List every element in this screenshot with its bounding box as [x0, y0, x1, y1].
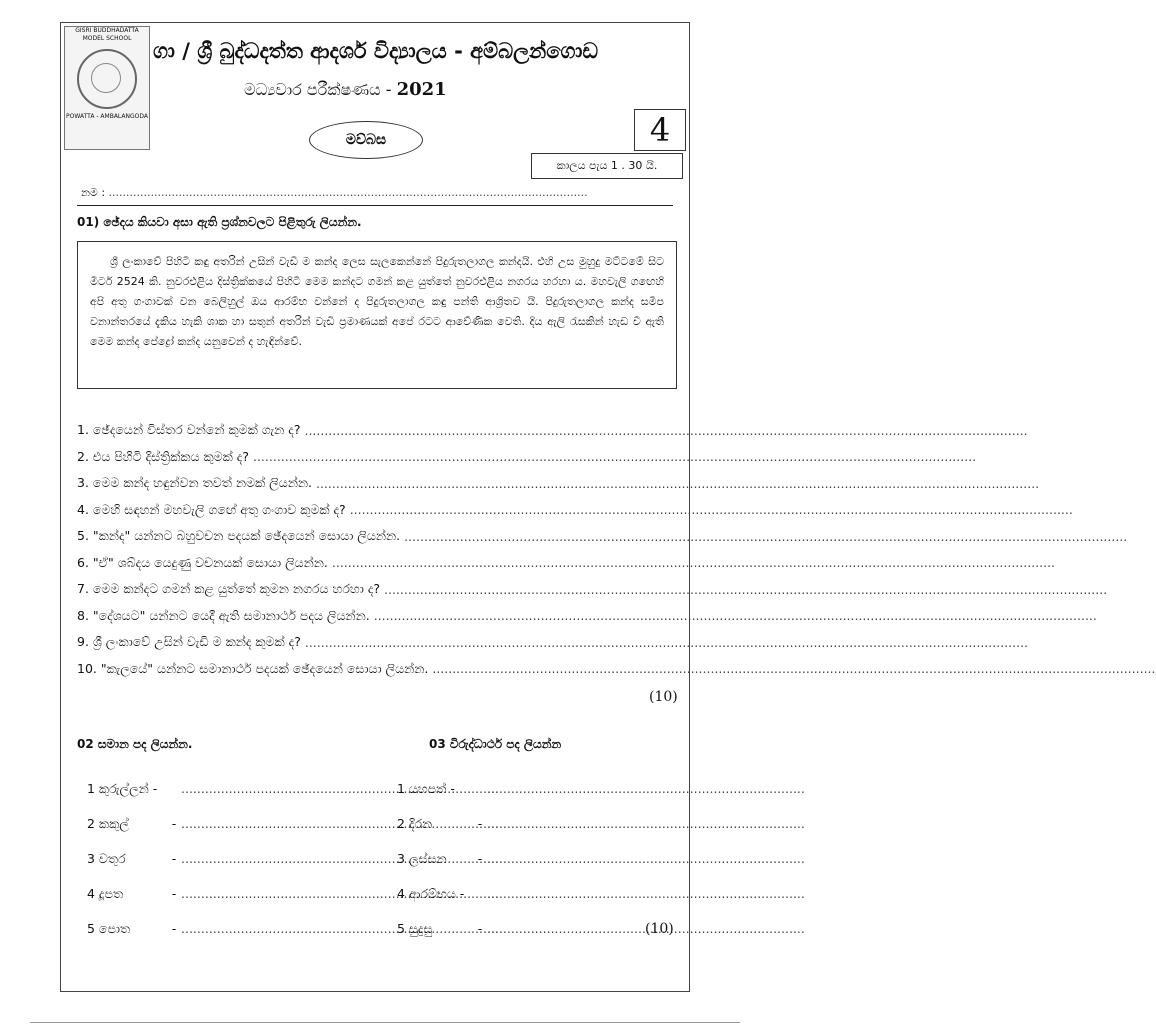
section1-title: 01) ඡේදය කියවා අසා ඇති ප්‍රශ්නවලට පිළිතුරු ලියන්න. [77, 215, 362, 229]
word-label: 1 යහපත් - [397, 780, 455, 796]
question-text: 1. ඡේදයෙන් විස්තර වන්නේ කුමක් ගැන ද? [77, 422, 301, 438]
logo-text-line-2: MODEL SCHOOL [82, 35, 132, 42]
answer-line [404, 529, 1127, 544]
answer-line [487, 886, 637, 901]
antonym-row[interactable] [397, 771, 674, 806]
question-row[interactable] [77, 470, 677, 497]
duration-box: කාලය පැය 1 . 30 යි. [531, 153, 683, 179]
school-crest-icon [77, 49, 137, 109]
word-label: 3 ලස්සන [397, 850, 447, 866]
answer-line [253, 449, 976, 464]
antonym-row[interactable] [397, 876, 674, 911]
answer-line [304, 423, 1027, 438]
answer-line [384, 582, 1107, 597]
question-text: 5. "කන්ද" යන්නට බහුවචන පදයක් ඡේදයෙන් සොයා ලියන්න. [77, 528, 401, 544]
word-label: 2 දිරන [397, 815, 433, 831]
section2-title: 02 සමාන පද ලියන්න. [77, 737, 193, 751]
word-label: 5 පොත [87, 920, 131, 936]
logo-bottom-text: POWATTA - AMBALANGODA [66, 113, 148, 120]
antonym-row[interactable]: 2 දිරන - ..... [397, 806, 674, 841]
answer-line [181, 921, 331, 936]
answer-line [432, 661, 1155, 676]
answer-line [487, 921, 637, 936]
exam-label: මධ්‍යවාර පරීක්ෂණය - [244, 80, 392, 99]
word-label: 5 සුදුසු [397, 920, 433, 936]
exam-paper [60, 22, 690, 992]
question-text: 6. "ඒ" ශබ්දය යෙදුණු වචනයක් සොයා ලියන්න. [77, 554, 328, 570]
logo-text-line-1: GISRI BUDDHADATTA [75, 27, 139, 34]
antonym-list [397, 771, 674, 946]
exam-title [244, 79, 447, 100]
antonym-row[interactable]: 3 ලස්සන - ..... [397, 841, 674, 876]
section3-marks: (10) [645, 920, 674, 937]
question-row[interactable] [77, 576, 677, 603]
page-bottom-rule [30, 1022, 740, 1023]
answer-line [374, 608, 1097, 623]
reading-passage: ශ්‍රී ලංකාවේ පිහිටි කඳු අතරින් උසින් වැඩි ම කන්ද ලෙස සැලකෙන්නේ පිදුරුතලාගල කන්දයි. එහි උස මුහුදු මට්ටමේ සිට මීටර් 2524 කි. නුවරඑළිය දිස්ත්‍රික්කයේ පිහිටි මෙම කන්දට ගමන් කළ යුත්තේ නුවරඑළිය නගරය හරහා ය. මහවැලි ගඟෙහි අපි අතු ගංගාවක් වන බෙලිහුල් ඔය ආරම්භ වන්නේ ද පිදුරුතලාගල කඳු පන්ති ආශ්‍රිතව යි. පිදුරුතලාගල කන්ද සමීප වනාන්තරයේ දැකිය හැකි ශාක හා සතුන් අතරින් වැඩි ප්‍රමාණයක් අපේ රටට ආවේණික වෙති. දිය ඇලි රැසකින් හැඩ වී ඇති මෙම කන්ද පේද්‍රෝ කන්ද යනුවෙන් ද හැඳින්වේ. [77, 241, 677, 389]
question-text: 8. "දේශයට" යන්නට යෙදී ඇති සමානාර්ථ පදය ලියන්න. [77, 607, 370, 623]
synonym-row[interactable]: 5 පොත - ..... [87, 911, 331, 946]
answer-line [332, 555, 1055, 570]
question-text: 7. මෙම කන්දට ගමන් කළ යුත්තේ කුමන නගරය හරහා ද? [77, 581, 381, 597]
synonym-row[interactable]: 2 කකුල් - ..... [87, 806, 331, 841]
section1-marks: (10) [649, 689, 678, 705]
question-text: 9. ශ්‍රී ලංකාවේ උසින් වැඩි ම කන්ද කුමක් ද? [77, 634, 301, 650]
question-list [77, 417, 677, 682]
question-row[interactable] [77, 603, 677, 630]
question-row[interactable] [77, 497, 677, 524]
exam-year: 2021 [396, 79, 447, 100]
subject-badge: මව්බස [309, 121, 423, 159]
answer-line [316, 476, 1039, 491]
name-label: නම : [81, 186, 106, 199]
answer-line [350, 502, 1073, 517]
answer-line [181, 816, 331, 831]
divider [77, 205, 673, 206]
word-label: 1 කුරුල්ලන් - [87, 780, 158, 796]
word-label: 2 කකුල් [87, 815, 129, 831]
synonym-row[interactable]: 3 වතුර - ..... [87, 841, 331, 876]
answer-line [487, 781, 637, 796]
synonym-row[interactable] [87, 771, 331, 806]
word-label: 3 වතුර [87, 850, 126, 866]
answer-line [181, 851, 331, 866]
word-label: 4 ආරම්භය - [397, 885, 465, 901]
question-text: 10. "කැලයේ" යන්නට සමානාර්ථ පදයක් ඡේදයෙන් සොයා ලියන්න. [77, 660, 429, 676]
name-field[interactable]: නම : ......................................................................................................................................... [81, 186, 588, 199]
word-label: 4 දූපත [87, 885, 124, 901]
question-row[interactable] [77, 629, 677, 656]
answer-line [181, 886, 331, 901]
question-row[interactable] [77, 656, 677, 683]
grade-box: 4 [634, 109, 686, 151]
answer-line [305, 635, 1028, 650]
antonym-row[interactable]: 5 සුදුසු - ..... (10) [397, 911, 674, 946]
answer-line [181, 781, 331, 796]
answer-line [487, 816, 637, 831]
answer-line [487, 851, 637, 866]
school-logo [64, 26, 150, 150]
synonym-row[interactable]: 4 දූපත - ..... [87, 876, 331, 911]
question-row[interactable] [77, 417, 677, 444]
section3-title: 03 විරුද්ධාර්ථ පද ලියන්න [429, 737, 562, 751]
question-row[interactable] [77, 550, 677, 577]
question-row[interactable] [77, 444, 677, 471]
synonym-list [87, 771, 331, 946]
question-text: 3. මෙම කන්ද හඳුන්වන තවත් නමක් ලියන්න. [77, 475, 312, 491]
question-text: 4. මෙහි සඳහන් මහවැලි ගඟේ අතු ගංගාව කුමක් ද? [77, 501, 346, 517]
question-row[interactable] [77, 523, 677, 550]
school-name: ගා / ශ්‍රී බුද්ධදත්ත ආදර්ශ විද්‍යාලය - අම්බලන්ගොඩ [153, 39, 599, 63]
question-text: 2. එය පිහිටි දිස්ත්‍රික්කය කුමක් ද? [77, 448, 249, 464]
